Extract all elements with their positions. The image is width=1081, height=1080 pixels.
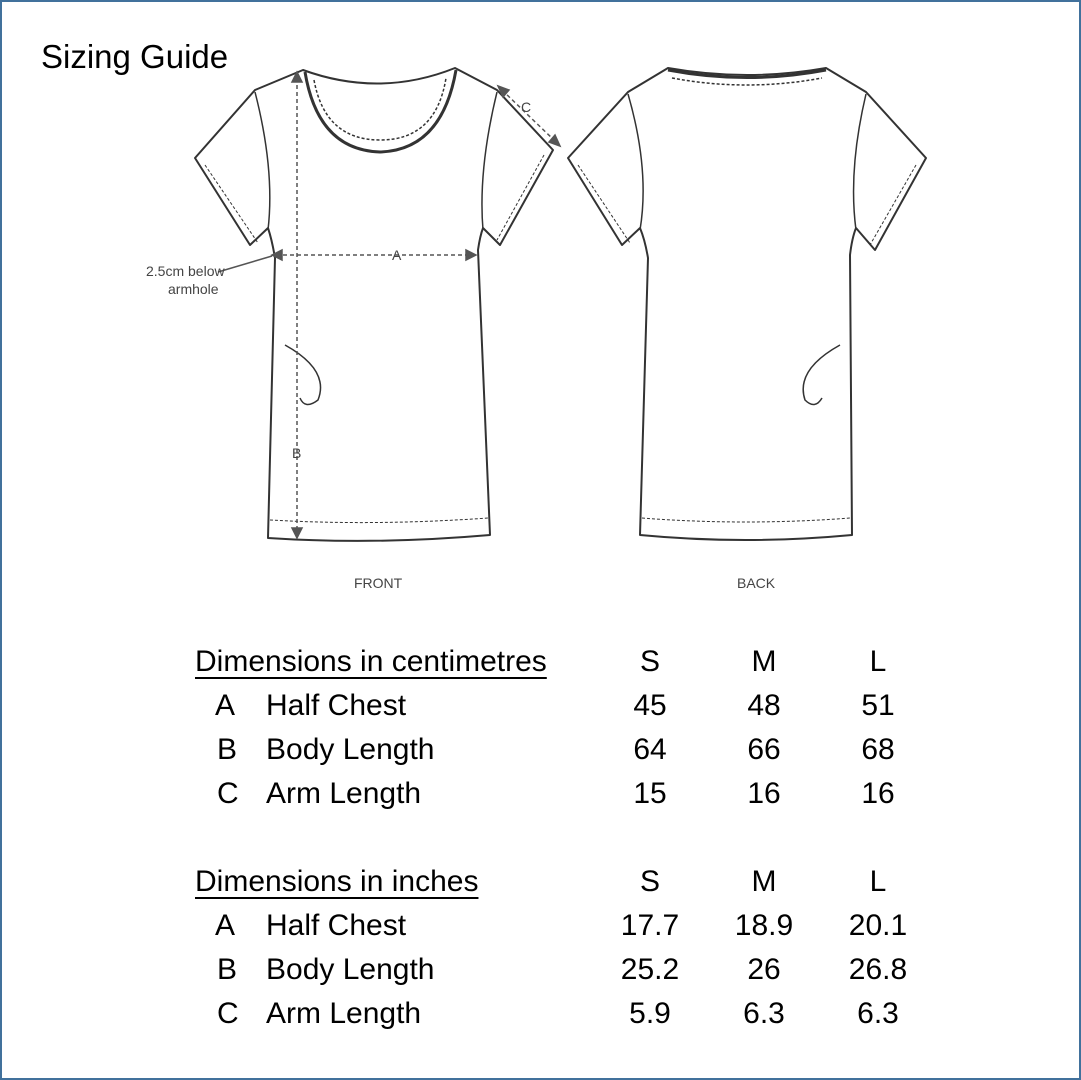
table-in-row-a-code: A — [215, 909, 236, 942]
table-cm-row-b-code: B — [217, 733, 238, 766]
table-in-heading: Dimensions in inches — [195, 865, 479, 898]
front-label: FRONT — [354, 575, 403, 591]
table-cm-row-c-code: C — [217, 777, 239, 810]
dimension-a-line — [272, 250, 476, 260]
front-tshirt — [195, 68, 553, 541]
table-in-row-b-s: 25.2 — [620, 953, 680, 986]
table-in-row-b-m: 26 — [747, 953, 781, 986]
table-cm-row-b-label: Body Length — [266, 733, 435, 766]
dimension-b-line — [292, 72, 302, 538]
table-in-row-b-code: B — [217, 953, 238, 986]
table-in-row-c-m: 6.3 — [743, 997, 785, 1030]
table-cm-row-c-m: 16 — [747, 777, 781, 810]
table-in-row-b-l: 26.8 — [848, 953, 908, 986]
table-in-row-c-s: 5.9 — [629, 997, 671, 1030]
table-in-size-l: L — [869, 865, 887, 898]
dimension-c-line — [498, 86, 560, 146]
table-in-row-b-label: Body Length — [266, 953, 435, 986]
marker-b: B — [292, 445, 302, 461]
table-cm-row-b-s: 64 — [633, 733, 667, 766]
back-label: BACK — [737, 575, 776, 591]
table-in-row-c-label: Arm Length — [266, 997, 422, 1030]
marker-a: A — [392, 247, 402, 263]
table-cm-row-a-code: A — [215, 689, 236, 722]
table-cm-row-c-l: 16 — [861, 777, 895, 810]
annotation-text-line1: 2.5cm below — [146, 263, 225, 279]
back-tshirt — [568, 68, 926, 540]
page-title: Sizing Guide — [41, 38, 229, 75]
table-in-row-c-code: C — [217, 997, 239, 1030]
marker-c: C — [521, 99, 532, 115]
table-cm-row-a-m: 48 — [747, 689, 781, 722]
table-cm-size-s: S — [639, 645, 660, 678]
table-cm-row-a-label: Half Chest — [266, 689, 407, 722]
table-in-row-a-s: 17.7 — [620, 909, 680, 942]
table-cm-heading: Dimensions in centimetres — [195, 645, 547, 678]
table-cm-row-a-l: 51 — [861, 689, 895, 722]
table-cm-size-m: M — [751, 645, 777, 678]
annotation-pointer — [218, 256, 272, 272]
table-in-row-a-l: 20.1 — [848, 909, 908, 942]
table-cm-row-b-m: 66 — [747, 733, 781, 766]
table-in-row-a-label: Half Chest — [266, 909, 407, 942]
table-in-size-s: S — [639, 865, 660, 898]
annotation-text-line2: armhole — [168, 281, 219, 297]
table-in-size-m: M — [751, 865, 777, 898]
table-cm-row-c-s: 15 — [633, 777, 667, 810]
table-cm-row-c-label: Arm Length — [266, 777, 422, 810]
table-in-row-c-l: 6.3 — [857, 997, 899, 1030]
table-cm-size-l: L — [869, 645, 887, 678]
table-in-row-a-m: 18.9 — [734, 909, 794, 942]
table-cm-row-a-s: 45 — [633, 689, 667, 722]
table-cm-row-b-l: 68 — [861, 733, 895, 766]
